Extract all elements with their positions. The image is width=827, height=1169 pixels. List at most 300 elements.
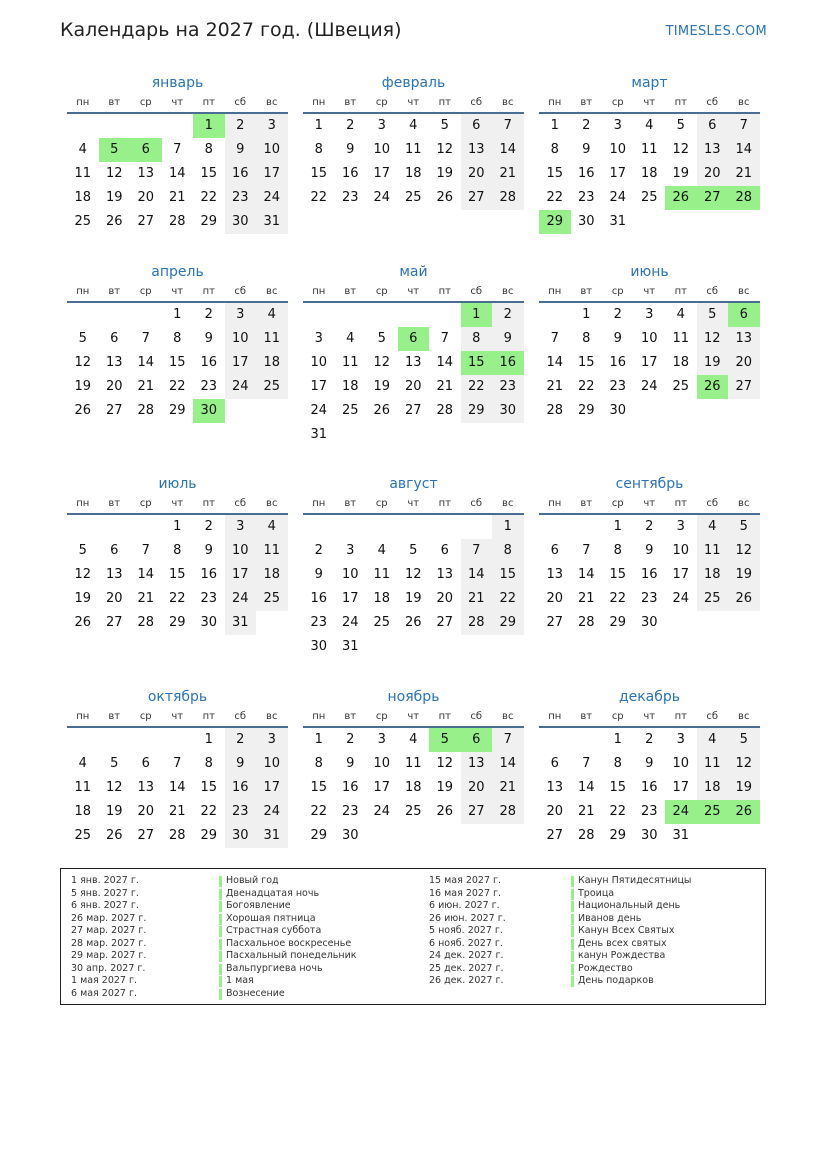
day-cell[interactable]: 1 [582,307,591,322]
day-cell[interactable]: 23 [640,804,658,819]
day-cell-holiday[interactable]: 26 [665,186,697,210]
day-cell[interactable]: 6 [440,543,449,558]
day-cell[interactable]: 9 [346,756,355,771]
day-cell[interactable]: 8 [173,331,182,346]
day-cell[interactable]: 1 [550,118,559,133]
day-cell[interactable]: 19 [436,780,454,795]
day-cell-weekend[interactable]: 18 [256,563,288,587]
day-cell-weekend[interactable]: 21 [492,162,524,186]
day-cell[interactable]: 24 [609,190,627,205]
day-cell[interactable]: 17 [640,355,658,370]
day-cell-holiday[interactable]: 26 [728,800,760,824]
day-cell[interactable]: 20 [436,591,454,606]
day-cell[interactable]: 24 [640,379,658,394]
day-cell-weekend[interactable]: 7 [492,728,524,752]
day-cell[interactable]: 15 [200,780,218,795]
day-cell[interactable]: 7 [173,756,182,771]
day-cell[interactable]: 21 [168,804,186,819]
day-cell[interactable]: 3 [613,118,622,133]
day-cell[interactable]: 26 [105,828,123,843]
day-cell[interactable]: 13 [546,567,564,582]
day-cell[interactable]: 18 [74,804,92,819]
day-cell[interactable]: 26 [105,214,123,229]
day-cell[interactable]: 25 [74,214,92,229]
day-cell[interactable]: 31 [609,214,627,229]
day-cell-holiday[interactable]: 26 [697,375,729,399]
day-cell[interactable]: 28 [546,403,564,418]
day-cell[interactable]: 20 [137,190,155,205]
day-cell[interactable]: 8 [550,142,559,157]
day-cell[interactable]: 9 [314,567,323,582]
day-cell[interactable]: 4 [377,543,386,558]
day-cell[interactable]: 29 [168,615,186,630]
day-cell[interactable]: 5 [78,543,87,558]
day-cell[interactable]: 23 [640,591,658,606]
day-cell[interactable]: 27 [546,615,564,630]
day-cell[interactable]: 16 [341,166,359,181]
day-cell[interactable]: 24 [341,615,359,630]
day-cell-weekend[interactable]: 30 [492,399,524,423]
day-cell[interactable]: 22 [577,379,595,394]
day-cell[interactable]: 7 [141,543,150,558]
day-cell-weekend[interactable]: 4 [256,303,288,327]
day-cell[interactable]: 29 [609,615,627,630]
day-cell[interactable]: 25 [404,804,422,819]
day-cell-weekend[interactable]: 18 [697,563,729,587]
day-cell[interactable]: 8 [204,756,213,771]
day-cell-weekend[interactable]: 31 [256,824,288,848]
day-cell-weekend[interactable]: 21 [492,776,524,800]
day-cell[interactable]: 28 [137,615,155,630]
day-cell[interactable]: 14 [137,567,155,582]
day-cell-weekend[interactable]: 13 [461,752,493,776]
day-cell[interactable]: 23 [577,190,595,205]
day-cell[interactable]: 29 [168,403,186,418]
day-cell[interactable]: 11 [640,142,658,157]
day-cell[interactable]: 25 [404,190,422,205]
day-cell[interactable]: 19 [373,379,391,394]
day-cell-weekend[interactable]: 6 [697,114,729,138]
day-cell[interactable]: 13 [137,780,155,795]
day-cell[interactable]: 3 [314,331,323,346]
day-cell[interactable]: 4 [78,142,87,157]
day-cell[interactable]: 12 [373,355,391,370]
day-cell[interactable]: 24 [373,804,391,819]
day-cell-weekend[interactable]: 10 [256,752,288,776]
day-cell[interactable]: 28 [577,615,595,630]
day-cell[interactable]: 6 [550,756,559,771]
day-cell[interactable]: 22 [310,804,328,819]
day-cell[interactable]: 15 [310,166,328,181]
day-cell[interactable]: 9 [204,331,213,346]
day-cell-weekend[interactable]: 14 [461,563,493,587]
day-cell[interactable]: 11 [373,567,391,582]
day-cell-weekend[interactable]: 25 [697,587,729,611]
day-cell-holiday[interactable]: 27 [697,186,729,210]
day-cell[interactable]: 12 [74,355,92,370]
day-cell[interactable]: 30 [640,615,658,630]
day-cell[interactable]: 12 [105,780,123,795]
day-cell[interactable]: 16 [640,567,658,582]
day-cell-weekend[interactable]: 18 [256,351,288,375]
day-cell[interactable]: 5 [440,118,449,133]
day-cell[interactable]: 18 [373,591,391,606]
day-cell[interactable]: 22 [310,190,328,205]
day-cell-weekend[interactable]: 1 [492,515,524,539]
day-cell[interactable]: 31 [672,828,690,843]
day-cell-weekend[interactable]: 17 [225,351,257,375]
day-cell-weekend[interactable]: 31 [256,210,288,234]
day-cell[interactable]: 2 [204,307,213,322]
day-cell[interactable]: 18 [404,780,422,795]
day-cell-weekend[interactable]: 31 [225,611,257,635]
day-cell[interactable]: 28 [577,828,595,843]
day-cell[interactable]: 15 [609,567,627,582]
day-cell[interactable]: 22 [200,804,218,819]
day-cell-weekend[interactable]: 15 [492,563,524,587]
day-cell[interactable]: 2 [645,519,654,534]
day-cell[interactable]: 9 [204,543,213,558]
day-cell[interactable]: 20 [105,591,123,606]
day-cell[interactable]: 28 [436,403,454,418]
day-cell-weekend[interactable]: 13 [461,138,493,162]
day-cell[interactable]: 22 [546,190,564,205]
day-cell[interactable]: 1 [613,519,622,534]
day-cell[interactable]: 3 [676,519,685,534]
day-cell[interactable]: 7 [173,142,182,157]
brand-logo[interactable]: TIMESLES.COM [665,24,767,39]
day-cell[interactable]: 17 [672,780,690,795]
day-cell-holiday[interactable]: 5 [99,138,131,162]
day-cell-holiday[interactable]: 15 [461,351,493,375]
day-cell[interactable]: 2 [204,519,213,534]
day-cell-weekend[interactable]: 3 [225,303,257,327]
day-cell[interactable]: 20 [404,379,422,394]
day-cell[interactable]: 18 [404,166,422,181]
day-cell[interactable]: 29 [609,828,627,843]
day-cell[interactable]: 21 [577,804,595,819]
day-cell[interactable]: 13 [105,567,123,582]
day-cell[interactable]: 9 [582,142,591,157]
day-cell[interactable]: 26 [74,403,92,418]
day-cell[interactable]: 27 [137,828,155,843]
day-cell[interactable]: 21 [168,190,186,205]
day-cell-holiday[interactable]: 24 [665,800,697,824]
day-cell-weekend[interactable]: 21 [728,162,760,186]
day-cell[interactable]: 17 [373,780,391,795]
day-cell-weekend[interactable]: 5 [697,303,729,327]
day-cell[interactable]: 18 [672,355,690,370]
day-cell-weekend[interactable]: 20 [728,351,760,375]
day-cell-weekend[interactable]: 4 [256,515,288,539]
day-cell-weekend[interactable]: 17 [256,776,288,800]
day-cell[interactable]: 25 [373,615,391,630]
day-cell[interactable]: 18 [74,190,92,205]
day-cell-weekend[interactable]: 9 [492,327,524,351]
day-cell-weekend[interactable]: 24 [225,375,257,399]
day-cell[interactable]: 10 [373,142,391,157]
day-cell[interactable]: 11 [672,331,690,346]
day-cell[interactable]: 8 [613,756,622,771]
day-cell[interactable]: 7 [582,543,591,558]
day-cell-weekend[interactable]: 19 [728,563,760,587]
day-cell-weekend[interactable]: 23 [492,375,524,399]
day-cell[interactable]: 28 [168,828,186,843]
day-cell-weekend[interactable]: 7 [461,539,493,563]
day-cell[interactable]: 6 [110,331,119,346]
day-cell-weekend[interactable]: 24 [225,587,257,611]
day-cell[interactable]: 19 [105,804,123,819]
day-cell[interactable]: 30 [200,615,218,630]
day-cell[interactable]: 12 [105,166,123,181]
day-cell-weekend[interactable]: 14 [728,138,760,162]
day-cell[interactable]: 8 [314,756,323,771]
day-cell-weekend[interactable]: 6 [461,114,493,138]
day-cell[interactable]: 27 [436,615,454,630]
day-cell-holiday[interactable]: 28 [728,186,760,210]
day-cell-weekend[interactable]: 7 [728,114,760,138]
day-cell[interactable]: 17 [310,379,328,394]
day-cell[interactable]: 14 [577,567,595,582]
day-cell-holiday[interactable]: 6 [398,327,430,351]
day-cell[interactable]: 2 [613,307,622,322]
day-cell[interactable]: 2 [346,118,355,133]
day-cell[interactable]: 12 [672,142,690,157]
day-cell-holiday[interactable]: 6 [130,138,162,162]
day-cell-weekend[interactable]: 25 [256,587,288,611]
day-cell[interactable]: 8 [314,142,323,157]
day-cell[interactable]: 27 [546,828,564,843]
day-cell-weekend[interactable]: 3 [256,728,288,752]
day-cell[interactable]: 11 [404,756,422,771]
day-cell-weekend[interactable]: 10 [225,327,257,351]
day-cell-weekend[interactable]: 8 [492,539,524,563]
day-cell-weekend[interactable]: 16 [225,776,257,800]
day-cell-weekend[interactable]: 5 [728,728,760,752]
day-cell[interactable]: 2 [314,543,323,558]
day-cell[interactable]: 9 [645,543,654,558]
day-cell-holiday[interactable]: 29 [539,210,571,234]
day-cell[interactable]: 1 [613,732,622,747]
day-cell[interactable]: 11 [341,355,359,370]
day-cell[interactable]: 10 [609,142,627,157]
day-cell[interactable]: 16 [310,591,328,606]
day-cell[interactable]: 13 [105,355,123,370]
day-cell[interactable]: 17 [609,166,627,181]
day-cell[interactable]: 11 [404,142,422,157]
day-cell[interactable]: 26 [74,615,92,630]
day-cell-weekend[interactable]: 9 [225,138,257,162]
day-cell[interactable]: 9 [613,331,622,346]
day-cell-weekend[interactable]: 24 [256,800,288,824]
day-cell-weekend[interactable]: 11 [697,539,729,563]
day-cell[interactable]: 29 [200,828,218,843]
day-cell[interactable]: 29 [200,214,218,229]
day-cell[interactable]: 14 [436,355,454,370]
day-cell[interactable]: 1 [173,307,182,322]
day-cell-weekend[interactable]: 13 [728,327,760,351]
day-cell-weekend[interactable]: 2 [225,728,257,752]
day-cell-weekend[interactable]: 5 [728,515,760,539]
day-cell-weekend[interactable]: 23 [225,800,257,824]
day-cell[interactable]: 22 [609,804,627,819]
day-cell[interactable]: 4 [78,756,87,771]
day-cell[interactable]: 21 [137,379,155,394]
day-cell[interactable]: 14 [168,780,186,795]
day-cell[interactable]: 15 [168,355,186,370]
day-cell-weekend[interactable]: 19 [728,776,760,800]
day-cell[interactable]: 8 [204,142,213,157]
day-cell[interactable]: 17 [373,166,391,181]
day-cell[interactable]: 30 [577,214,595,229]
day-cell[interactable]: 22 [168,379,186,394]
day-cell[interactable]: 4 [346,331,355,346]
day-cell-weekend[interactable]: 10 [225,539,257,563]
day-cell-holiday[interactable]: 30 [193,399,225,423]
day-cell[interactable]: 10 [672,756,690,771]
day-cell[interactable]: 23 [609,379,627,394]
day-cell[interactable]: 19 [436,166,454,181]
day-cell[interactable]: 19 [105,190,123,205]
day-cell[interactable]: 15 [546,166,564,181]
day-cell[interactable]: 21 [137,591,155,606]
day-cell[interactable]: 30 [609,403,627,418]
day-cell[interactable]: 30 [640,828,658,843]
day-cell-holiday[interactable]: 6 [728,303,760,327]
day-cell[interactable]: 16 [609,355,627,370]
day-cell[interactable]: 16 [200,567,218,582]
day-cell[interactable]: 14 [577,780,595,795]
day-cell-weekend[interactable]: 4 [697,515,729,539]
day-cell[interactable]: 19 [74,379,92,394]
day-cell[interactable]: 3 [377,732,386,747]
day-cell[interactable]: 3 [645,307,654,322]
day-cell[interactable]: 25 [672,379,690,394]
day-cell[interactable]: 22 [168,591,186,606]
day-cell[interactable]: 10 [373,756,391,771]
day-cell[interactable]: 20 [105,379,123,394]
day-cell[interactable]: 28 [137,403,155,418]
day-cell[interactable]: 28 [168,214,186,229]
day-cell[interactable]: 1 [173,519,182,534]
day-cell-weekend[interactable]: 29 [492,611,524,635]
day-cell-holiday[interactable]: 16 [492,351,524,375]
day-cell[interactable]: 16 [200,355,218,370]
day-cell[interactable]: 26 [404,615,422,630]
day-cell[interactable]: 16 [577,166,595,181]
day-cell-weekend[interactable]: 28 [492,186,524,210]
day-cell[interactable]: 18 [341,379,359,394]
day-cell[interactable]: 6 [141,756,150,771]
day-cell[interactable]: 15 [168,567,186,582]
day-cell-weekend[interactable]: 22 [492,587,524,611]
day-cell[interactable]: 26 [373,403,391,418]
day-cell-weekend[interactable]: 10 [256,138,288,162]
day-cell[interactable]: 14 [546,355,564,370]
day-cell[interactable]: 14 [168,166,186,181]
day-cell[interactable]: 3 [676,732,685,747]
day-cell[interactable]: 29 [310,828,328,843]
day-cell-weekend[interactable]: 20 [461,162,493,186]
day-cell-weekend[interactable]: 20 [461,776,493,800]
day-cell-weekend[interactable]: 11 [697,752,729,776]
day-cell-weekend[interactable]: 28 [492,800,524,824]
day-cell[interactable]: 20 [137,804,155,819]
day-cell-weekend[interactable]: 12 [728,752,760,776]
day-cell[interactable]: 21 [577,591,595,606]
day-cell[interactable]: 21 [546,379,564,394]
day-cell[interactable]: 1 [314,118,323,133]
day-cell-weekend[interactable]: 23 [225,186,257,210]
day-cell-weekend[interactable]: 11 [256,327,288,351]
day-cell[interactable]: 15 [577,355,595,370]
day-cell[interactable]: 5 [676,118,685,133]
day-cell[interactable]: 13 [137,166,155,181]
day-cell-weekend[interactable]: 29 [461,399,493,423]
day-cell-weekend[interactable]: 14 [492,752,524,776]
day-cell[interactable]: 12 [404,567,422,582]
day-cell[interactable]: 9 [645,756,654,771]
day-cell[interactable]: 24 [373,190,391,205]
day-cell[interactable]: 19 [404,591,422,606]
day-cell-weekend[interactable]: 27 [461,800,493,824]
day-cell[interactable]: 6 [110,543,119,558]
day-cell-weekend[interactable]: 25 [256,375,288,399]
day-cell[interactable]: 12 [436,142,454,157]
day-cell[interactable]: 24 [310,403,328,418]
day-cell[interactable]: 24 [672,591,690,606]
day-cell[interactable]: 4 [645,118,654,133]
day-cell[interactable]: 15 [200,166,218,181]
day-cell[interactable]: 23 [200,591,218,606]
day-cell-weekend[interactable]: 19 [697,351,729,375]
day-cell[interactable]: 15 [310,780,328,795]
day-cell[interactable]: 5 [110,756,119,771]
day-cell-weekend[interactable]: 12 [728,539,760,563]
day-cell-weekend[interactable]: 2 [492,303,524,327]
day-cell[interactable]: 23 [200,379,218,394]
day-cell[interactable]: 11 [74,780,92,795]
day-cell[interactable]: 26 [436,804,454,819]
day-cell-weekend[interactable]: 24 [256,186,288,210]
day-cell[interactable]: 14 [137,355,155,370]
day-cell-weekend[interactable]: 26 [728,587,760,611]
day-cell[interactable]: 30 [341,828,359,843]
day-cell[interactable]: 2 [346,732,355,747]
day-cell[interactable]: 6 [550,543,559,558]
day-cell-holiday[interactable]: 6 [461,728,493,752]
day-cell[interactable]: 5 [409,543,418,558]
day-cell[interactable]: 4 [409,732,418,747]
day-cell-weekend[interactable]: 4 [697,728,729,752]
day-cell[interactable]: 3 [377,118,386,133]
day-cell[interactable]: 27 [404,403,422,418]
day-cell[interactable]: 1 [204,732,213,747]
day-cell-weekend[interactable]: 30 [225,824,257,848]
day-cell[interactable]: 22 [609,591,627,606]
day-cell[interactable]: 19 [74,591,92,606]
day-cell-holiday[interactable]: 5 [429,728,461,752]
day-cell[interactable]: 21 [436,379,454,394]
day-cell-weekend[interactable]: 18 [697,776,729,800]
day-cell[interactable]: 26 [436,190,454,205]
day-cell[interactable]: 10 [640,331,658,346]
day-cell[interactable]: 10 [310,355,328,370]
day-cell[interactable]: 23 [310,615,328,630]
day-cell[interactable]: 25 [640,190,658,205]
day-cell[interactable]: 16 [341,780,359,795]
day-cell[interactable]: 7 [582,756,591,771]
